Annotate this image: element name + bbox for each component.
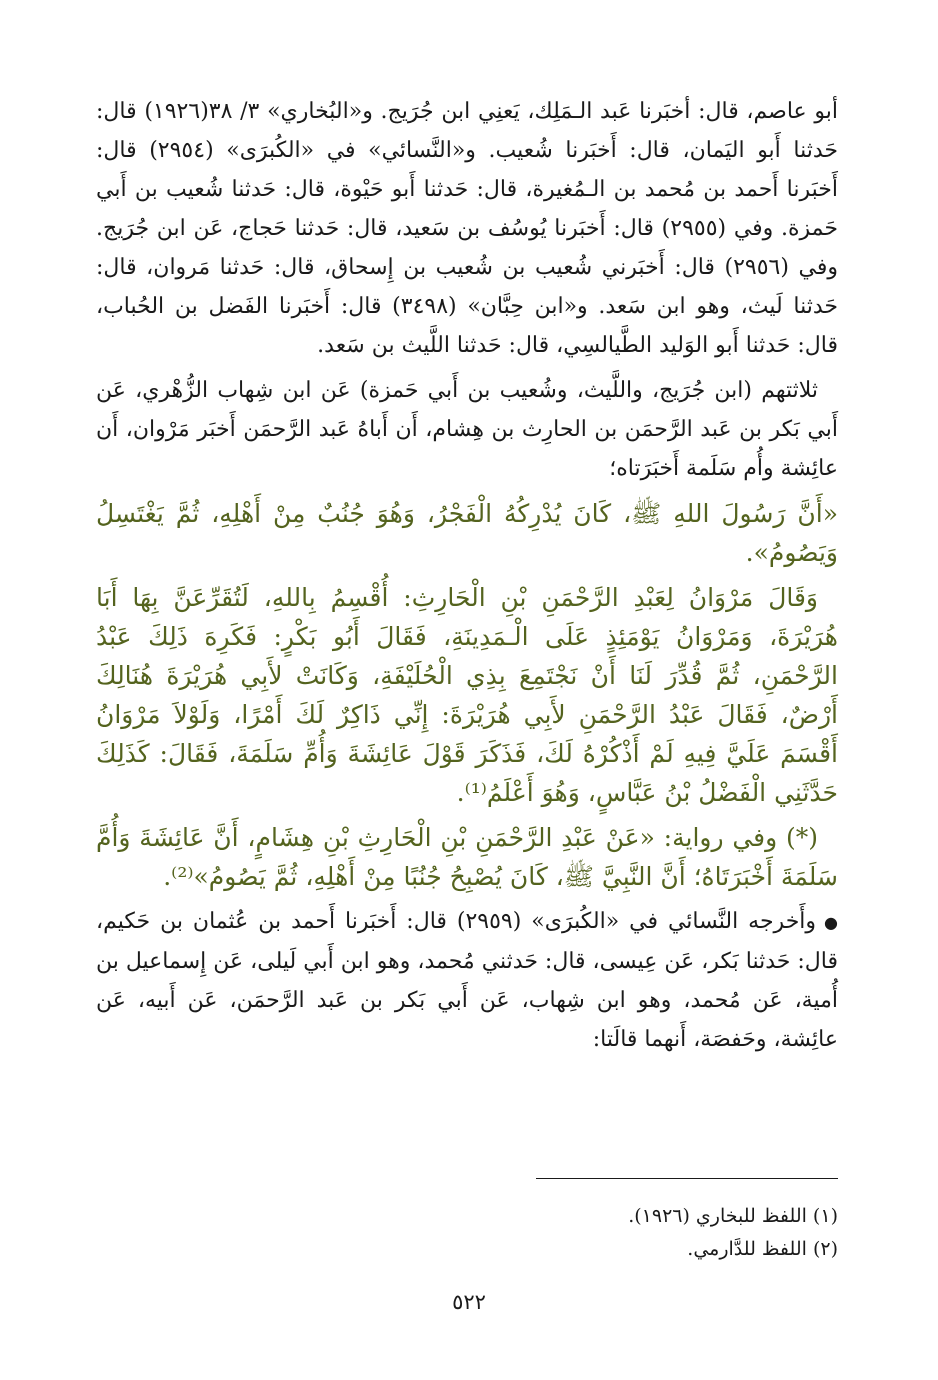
hadith-narrative: وَقَالَ مَرْوَانُ لِعَبْدِ الرَّحْمَنِ بْنِ الْحَارِثِ: أُقْسِمُ بِاللهِ، لَتُقَرِّعَنَّ بِهَا أَبَا هُرَيْرَةَ، وَمَرْوَانُ يَوْمَئِذٍ عَلَى الْـمَدِينَةِ، فَقَالَ أَبُو بَكْرٍ: فَكَرِهَ ذَلِكَ عَبْدُ الرَّحْمَنِ، ثُمَّ قُدِّرَ لَنَا أَنْ نَجْتَمِعَ بِذِي الْحُلَيْفَةِ، وَكَانَتْ لأَبِي هُرَيْرَةَ هُنَالِكَ أَرْضٌ، فَقَالَ عَبْدُ الرَّحْمَنِ لأَبِي هُرَيْرَةَ: إِنِّي ذَاكِرٌ لَكَ أَمْرًا، وَلَوْلاَ مَرْوَانُ أَقْسَمَ عَلَيَّ فِيهِ لَمْ أَذْكُرْهُ لَكَ، فَذَكَرَ قَوْلَ عَائِشَةَ وَأُمِّ سَلَمَةَ، فَقَالَ: كَذَلِكَ حَدَّثَنِي الْفَضْلُ بْنُ عَبَّاسٍ، وَهُوَ أَعْلَمُ⁽¹⁾. [96,583,838,807]
footnotes [96,1200,838,1266]
footnote-2: (٢) اللفظ للدَّارمي. [687,1238,838,1260]
isnad-paragraph-1: أبو عاصم، قال: أخبَرنا عَبد الـمَلِك، يَعنِي ابن جُرَيج. و«البُخاري» ٣/ ٣٨(١٩٢٦) قال: حَدثنا أَبو اليَمان، قال: أَخبَرنا شُعيب. و«النَّسائي» في «الكُبرَى» (٢٩٥٤) قال: أَخبَرنا أَحمد بن مُحمد بن الـمُغيرة، قال: حَدثنا أَبو حَيْوة، قال: حَدثنا شُعيب بن أَبي حَمزة. وفي (٢٩٥٥) قال: أَخبَرنا يُوسُف بن سَعيد، قال: حَدثنا حَجاج، عَن ابن جُرَيج. وفي (٢٩٥٦) قال: أَخبَرني شُعيب بن شُعيب بن إِسحاق، قال: حَدثنا مَروان، قال: حَدثنا لَيث، وهو ابن سَعد. و«ابن حِبَّان» (٣٤٩٨) قال: أَخبَرنا الفَضل بن الحُباب، قال: حَدثنا أَبو الوَليد الطَّيالسِي، قال: حَدثنا اللَّيث بن سَعد. [96,99,838,358]
footnote-divider [536,1178,838,1179]
page-number: ٥٢٢ [452,1290,486,1314]
footnote-1: (١) اللفظ للبخاري (١٩٢٦). [628,1205,838,1227]
main-text-block [96,92,838,1059]
hadith-matn: «أَنَّ رَسُولَ اللهِ ﷺ، كَانَ يُدْرِكُهُ الْفَجْرُ، وَهُوَ جُنُبٌ مِنْ أَهْلِهِ، ثُمَّ يَغْتَسِلُ وَيَصُومُ». [96,499,838,567]
takhrij-paragraph [96,902,838,1059]
takhrij-text: وأَخرجه النَّسائي في «الكُبرَى» (٢٩٥٩) قال: أَخبَرنا أَحمد بن عُثمان بن حَكيم، قال: حَدثنا بَكر، عَن عِيسى، قال: حَدثني مُحمد، وهو ابن أَبي لَيلى، عَن إِسماعيل بن أُمية، عَن مُحمد، وهو ابن شِهاب، عَن أَبي بَكر بن عَبد الرَّحمَن، عَن أَبيه، عَن عائِشة، وحَفصَة، أَنهما قالَتا: [96,909,838,1052]
isnad-paragraph-2: ثلاثتهم (ابن جُرَيج، واللَّيث، وشُعيب بن أَبي حَمزة) عَن ابن شِهاب الزُّهْري، عَن أَبي بَكر بن عَبد الرَّحمَن بن الحارِث بن هِشام، أَن أَباهُ عَبد الرَّحمَن أَخبَر مَرْوان، أَن عائِشة وأُم سَلَمة أَخبَرَتاه؛ [96,378,838,481]
bullet-icon: ● [824,912,838,932]
hadith-alternate-narration: (*) وفي رواية: «عَنْ عَبْدِ الرَّحْمَنِ بْنِ الْحَارِثِ بْنِ هِشَامٍ، أَنَّ عَائِشَةَ وَأُمَّ سَلَمَةَ أَخْبَرَتَاهُ؛ أَنَّ النَّبِيَّ ﷺ، كَانَ يُصْبِحُ جُنُبًا مِنْ أَهْلِهِ، ثُمَّ يَصُومُ»⁽²⁾. [96,823,838,891]
